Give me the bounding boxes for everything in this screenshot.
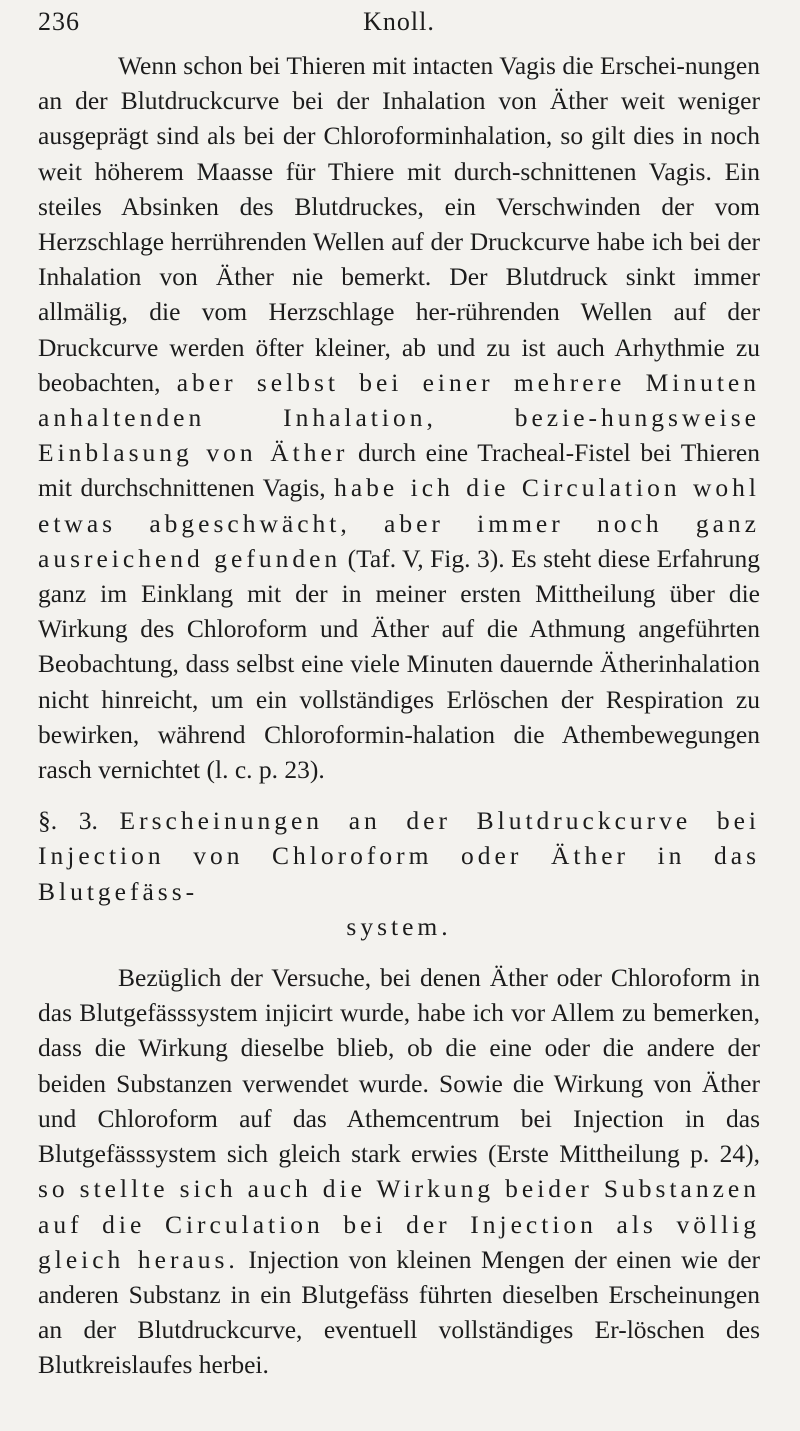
text-run: (Taf. V, Fig. 3). Es steht diese Erfahrung ganz im Einklang mit der in meiner ersten Mittheilung über die Wirkung des Chloroform und Äther auf die Athmung angeführten Beobachtung, dass selbst eine viele Minuten dauernde Ätherinhalation nicht hinreicht, um ein vollständiges Erlöschen der Respiration zu bewirken, während Chloroformin-halation die Athembewegungen rasch vernichtet (l. c. p. 23). bbox=[38, 543, 760, 785]
page-header bbox=[38, 2, 760, 42]
section-title: Erscheinungen an der Blutdruckcurve bei Injection von Chloroform oder Äther in das Blutgefäss- bbox=[38, 806, 760, 906]
paragraph-inhalation bbox=[38, 48, 760, 787]
text-run: durch eine Tracheal-Fistel bei Thieren mit durchschnittenen Vagis, bbox=[38, 438, 760, 503]
section-heading bbox=[38, 803, 760, 944]
text-run: Bezüglich der Versuche, bei denen Äther oder Chloroform in das Blutgefässsystem injicirt wurde, habe ich vor Allem zu bemerken, dass die Wirkung dieselbe blieb, ob die eine oder die andere der beiden Substanzen verwendet wurde. Sowie die Wirkung von Äther und Chloroform auf das Athemcentrum bei Injection in das Blutgefässsystem sich gleich stark erwies (Erste Mittheilung p. 24), bbox=[38, 963, 760, 1169]
spaced-emphasis: so stellte sich auch die Wirkung beider Substanzen auf die Circulation bei der Injection als völlig gleich heraus. bbox=[38, 1174, 760, 1274]
text-run: Injection von kleinen Mengen der einen wie der anderen Substanz in ein Blutgefäss führten dieselben Erscheinungen an der Blutdruckcurve, eventuell vollständiges Er-löschen des Blutkreislaufes herbei. bbox=[38, 1244, 761, 1380]
section-heading-main bbox=[38, 803, 760, 909]
spaced-emphasis: habe ich die Circulation wohl etwas abgeschwächt, aber immer noch ganz ausreichend gefunden bbox=[38, 473, 761, 573]
spaced-emphasis: aber selbst bei einer mehrere Minuten anhaltenden Inhalation, bezie-hungsweise Einblasung von Äther bbox=[38, 367, 760, 468]
paragraph-injection bbox=[38, 960, 760, 1382]
book-page bbox=[38, 0, 760, 1431]
running-head: Knoll. bbox=[363, 7, 435, 36]
body-text bbox=[38, 48, 760, 1383]
section-number: §. 3. bbox=[38, 806, 98, 836]
section-title-tail: system. bbox=[346, 911, 452, 941]
text-run: Wenn schon bei Thieren mit intacten Vagis die Erschei-nungen an der Blutdruckcurve bei der Inhalation von Äther weit weniger ausgeprägt sind als bei der Chloroforminhalation, so gilt dies in noch weit höherem Maasse für Thiere mit durch-schnittenen Vagis. Ein steiles Absinken des Blutdruckes, ein Verschwinden der vom Herzschlage herrührenden Wellen auf der Druckcurve habe ich bei der Inhalation von Äther nie bemerkt. Der Blutdruck sinkt immer allmälig, die vom Herzschlage her-rührenden Wellen auf der Druckcurve werden öfter kleiner, ab und zu ist auch Arhythmie zu beobachten, bbox=[38, 51, 760, 397]
page-number: 236 bbox=[38, 7, 80, 36]
